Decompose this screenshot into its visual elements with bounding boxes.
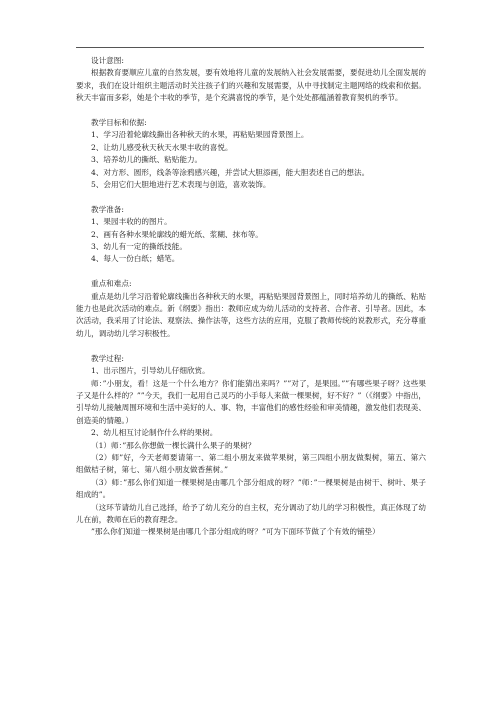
spacer [76, 340, 426, 352]
header-rule [76, 47, 424, 48]
section-heading: 设计意图: [91, 56, 124, 65]
paragraph: 根据教育要顺应儿童的自然发展，要有效地将儿童的发展纳入社会发展需要，要促进幼儿全面发展的要求，我们在设计组织主题活动时关注孩子们的兴趣和发展需要，从中寻找制定主题网络的线索和依据。秋天丰富而多彩，她是个丰收的季节，是个充满喜悦的季节，是个处处都蕴涵着教育契机的季节。 [76, 68, 426, 103]
list-item: 3、培养幼儿的撕纸、粘贴能力。 [91, 155, 203, 165]
paragraph: ”那么你们知道一棵果树是由哪几个部分组成的呀？”可为下面环节做了个有效的铺垫） [91, 527, 380, 537]
list-item: 2、画有各种水果轮廓线的蜡光纸、浆糊、抹布等。 [91, 229, 263, 239]
list-item: 1、出示图片，引导幼儿仔细欣赏。 [91, 366, 210, 376]
list-item: 1、果园丰收的的图片。 [91, 217, 172, 227]
list-item: 2、幼儿相互讨论制作什么样的果树。 [91, 428, 218, 438]
spacer [76, 191, 426, 203]
list-item: （2）师”好，今天老师要请第一、第二组小朋友来做苹果树，第三四组小朋友做梨树，第五、第六组做桔子树，第七、第八组小朋友做香蕉树。” [76, 452, 426, 475]
section-heading: 教学过程: [91, 353, 124, 363]
section-goals [76, 117, 426, 191]
list-item: 4、每人一份白纸；蜡笔。 [91, 254, 180, 264]
section-intent [76, 55, 426, 105]
list-item: 2、让幼儿感受秋天秋天水果丰收的喜悦。 [91, 142, 233, 152]
list-item: 1、学习沿着轮廓线撕出各种秋天的水果，再粘贴果园背景图上。 [91, 130, 309, 140]
section-keypoints [76, 278, 426, 340]
list-item: 5、会用它们大胆地进行艺术表现与创造，喜欢装饰。 [91, 180, 271, 190]
section-process [76, 353, 426, 539]
section-heading: 重点和难点: [91, 279, 132, 289]
spacer [76, 105, 426, 117]
list-item: （1）师：”那么你想做一棵长满什么果子的果树？ [91, 440, 256, 450]
list-item: （3）师：”那么你们知道一棵果树是由哪几个部分组成的呀？”师：”一棵果树是由树干、树叶、果子组成的”。 [76, 477, 426, 500]
spacer [76, 266, 426, 278]
list-item: 4、对方形、圆形，线条等涂鸦感兴趣，并尝试大胆添画，能大胆表述自己的想法。 [91, 167, 370, 177]
paragraph: 重点是幼儿学习沿着轮廓线撕出各种秋天的水果，再粘贴果园背景图上，同时培养幼儿的撕纸、粘贴能力也是此次活动的难点。新《纲要》指出：教师应成为幼儿活动的支持者、合作者、引导者。因此，本次活动，我采用了讨论法、观察法、操作法等，这些方法的应用，克服了教师传统的说教形式，充分尊重幼儿，调动幼儿学习积极性。 [76, 291, 426, 338]
section-prep [76, 204, 426, 266]
section-heading: 教学准备: [91, 204, 124, 214]
document-body [76, 55, 426, 539]
section-heading: 教学目标和依据: [91, 118, 147, 128]
paragraph: 师：”小朋友，看！这是一个什么地方？你们能猜出来吗？””对了，是果园。””有哪些果子呀？这些果子又是什么样的？””今天，我们一起用自己灵巧的小手每人来做一棵果树，好不好？”（《纲要》中指出，引导幼儿接触周围环境和生活中美好的人、事、物，丰富他们的感性经验和审美情趣，激发他们表现美、创造美的情趣。） [76, 378, 426, 425]
paragraph: （这环节请幼儿自己选择，给予了幼儿充分的自主权，充分调动了幼儿的学习积极性，真正体现了幼儿在前，教师在后的教育理念。 [76, 502, 426, 524]
list-item: 3、幼儿有一定的撕纸技能。 [91, 242, 187, 252]
